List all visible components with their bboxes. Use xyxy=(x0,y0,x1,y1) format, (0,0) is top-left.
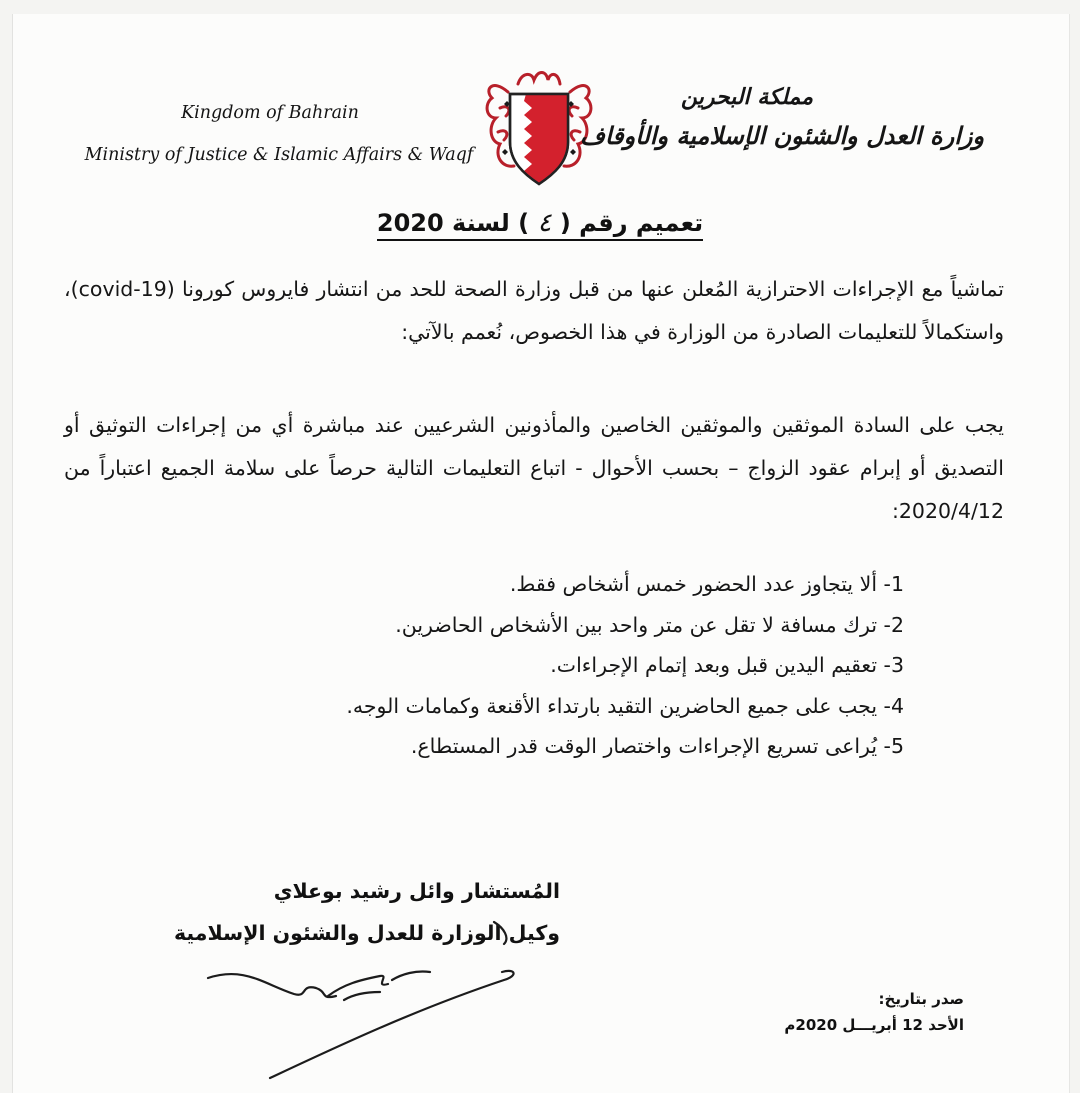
directive-paragraph: يجب على السادة الموثقين والموثقين الخاصين والمأذونين الشرعيين عند مباشرة أي من إجراءات التوثيق أو التصديق أو إبرام عقود الزواج – بحسب الأحوال - اتباع التعليمات التالية حرصاً على سلامة الجميع اعتباراً من 2020/4/12: xyxy=(64,413,1004,523)
english-kingdom-name: Kingdom of Bahrain xyxy=(181,103,359,123)
arabic-kingdom-name: مملكة البحرين xyxy=(680,84,814,110)
circular-prefix: تعميم رقم ( xyxy=(559,209,704,237)
arabic-letterhead xyxy=(562,78,1002,156)
issue-date: الأحد 12 أبريـــل 2020م xyxy=(784,1016,964,1034)
list-item: 5- يُراعى تسريع الإجراءات واختصار الوقت قدر المستطاع. xyxy=(410,734,904,758)
english-ministry-name: Ministry of Justice & Islamic Affairs & Waqf xyxy=(84,145,474,165)
issue-date-label: صدر بتاريخ: xyxy=(878,990,964,1008)
signatory-name: المُستشار وائل رشيد بوعلاي xyxy=(273,879,560,903)
circular-title-underlined xyxy=(377,209,703,241)
circular-title xyxy=(300,208,780,238)
list-item: 1- ألا يتجاوز عدد الحضور خمس أشخاص فقط. xyxy=(509,572,904,596)
issue-date-block xyxy=(664,986,964,1038)
list-item: 2- ترك مسافة لا تقل عن متر واحد بين الأشخاص الحاضرين. xyxy=(395,612,904,637)
english-letterhead xyxy=(84,92,474,176)
intro-paragraph: تماشياً مع الإجراءات الاحترازية المُعلن عنها من قبل وزارة الصحة للحد من انتشار فايروس كورونا (covid-19)، واستكمالاً للتعليمات الصادرة من الوزارة في هذا الخصوص، نُعمم بالآتي: xyxy=(64,277,1004,344)
arabic-ministry-name: وزارة العدل والشئون الإسلامية والأوقاف xyxy=(579,121,985,150)
list-item: 4- يجب على جميع الحاضرين التقيد بارتداء الأقنعة وكمامات الوجه. xyxy=(346,693,904,718)
handwritten-signature-icon xyxy=(204,918,564,1088)
instructions-list xyxy=(144,564,904,767)
circular-suffix: ) لسنة 2020 xyxy=(376,209,530,237)
signatory-title: وكيل الوزارة للعدل والشئون الإسلامية xyxy=(173,921,560,945)
circular-number: ٤ xyxy=(537,208,552,238)
list-item: 3- تعقيم اليدين قبل وبعد إتمام الإجراءات. xyxy=(550,653,904,677)
